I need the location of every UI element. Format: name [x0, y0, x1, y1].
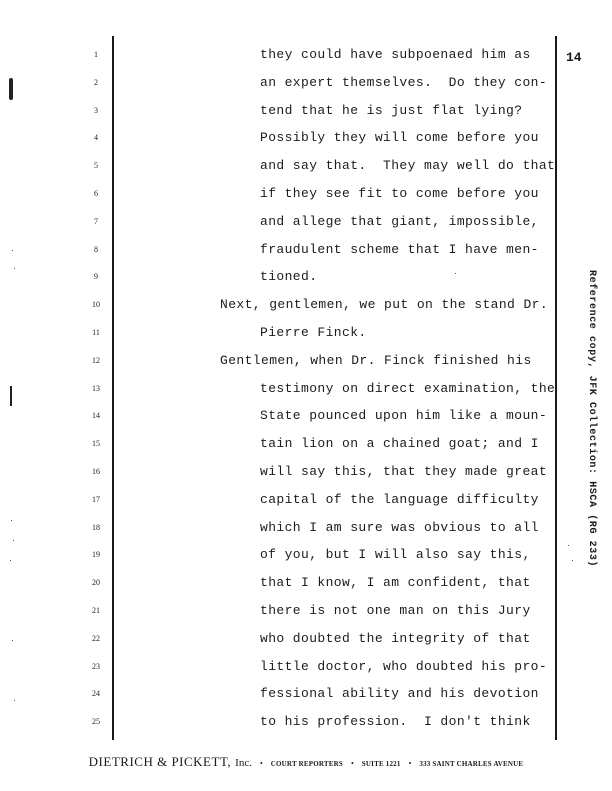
footer-inc: Inc. — [235, 757, 252, 769]
transcript-line: testimony on direct examination, the — [260, 380, 556, 396]
transcript-line: and allege that giant, impossible, — [260, 213, 539, 229]
line-number: 9 — [94, 272, 98, 282]
line-number: 22 — [92, 633, 100, 643]
footer-suite: SUITE 1221 — [361, 760, 401, 768]
scan-artifact — [9, 78, 13, 100]
footer-separator: • — [259, 759, 263, 768]
line-number: 6 — [94, 189, 98, 198]
transcript-line: Possibly they will come before you — [260, 130, 539, 146]
line-number: 17 — [92, 494, 100, 504]
scan-artifact — [572, 560, 573, 561]
reference-copy-note: Reference copy, JFK Collection: HSCA (RG 233) — [586, 270, 597, 568]
transcript-line: they could have subpoenaed him as — [260, 47, 531, 62]
line-number: 13 — [92, 383, 100, 393]
transcript-line: Gentlemen, when Dr. Finck finished his — [220, 352, 532, 368]
line-number: 1 — [94, 50, 98, 59]
footer-address: 333 SAINT CHARLES AVENUE — [419, 760, 524, 768]
scan-artifact — [10, 386, 12, 406]
footer-firm: DIETRICH & PICKETT, — [88, 754, 232, 769]
page-number: 14 — [566, 50, 582, 65]
transcript-line: to his profession. I don't think — [260, 714, 531, 730]
line-number: 5 — [94, 161, 98, 171]
line-number: 19 — [92, 550, 100, 560]
transcript-line: Next, gentlemen, we put on the stand Dr. — [220, 297, 549, 313]
line-number: 14 — [92, 411, 100, 421]
footer-separator: • — [350, 759, 354, 768]
line-number: 15 — [92, 439, 100, 449]
scan-artifact — [455, 273, 456, 274]
scan-artifact — [12, 640, 13, 641]
line-number: 10 — [92, 300, 100, 310]
transcript-line: which I am sure was obvious to all — [260, 519, 539, 535]
line-number: 11 — [92, 328, 100, 337]
transcript-line: tend that he is just flat lying? — [260, 102, 523, 118]
line-number: 24 — [92, 689, 100, 699]
line-number: 7 — [94, 216, 98, 226]
line-number: 20 — [92, 578, 100, 588]
scan-artifact — [14, 700, 15, 701]
line-number: 18 — [92, 522, 100, 532]
transcript-line: of you, but I will also say this, — [260, 547, 531, 563]
line-number: 8 — [94, 244, 98, 254]
right-margin-rule — [555, 36, 557, 740]
transcript-line: State pounced upon him like a moun- — [260, 408, 548, 424]
footer-separator: • — [408, 759, 412, 768]
transcript-line: little doctor, who doubted his pro- — [260, 658, 548, 674]
transcript-line: capital of the language difficulty — [260, 491, 539, 507]
transcript-line: fessional ability and his devotion — [260, 686, 539, 702]
line-number: 2 — [94, 77, 98, 87]
transcript-line: tain lion on a chained goat; and I — [260, 436, 539, 452]
line-number: 21 — [92, 606, 100, 615]
scan-artifact — [13, 540, 14, 541]
transcript-line: Pierre Finck. — [260, 325, 367, 340]
transcript-line: will say this, that they made great — [260, 464, 548, 479]
line-number: 25 — [92, 717, 100, 727]
transcript-line: an expert themselves. Do they con- — [260, 74, 548, 90]
transcript-line: fraudulent scheme that I have men- — [260, 241, 539, 257]
transcript-line: tioned. — [260, 269, 318, 285]
scan-artifact — [12, 250, 13, 251]
footer-court-reporters: COURT REPORTERS — [270, 760, 343, 768]
line-number: 16 — [92, 467, 100, 476]
transcript-line: there is not one man on this Jury — [260, 603, 531, 618]
line-number: 12 — [92, 355, 100, 365]
transcript-line: that I know, I am confident, that — [260, 575, 531, 591]
scan-artifact — [568, 545, 569, 546]
transcript-line: if they see fit to come before you — [260, 186, 539, 201]
scan-artifact — [14, 268, 15, 269]
court-reporter-footer — [0, 753, 612, 771]
line-number: 23 — [92, 661, 100, 671]
line-number: 4 — [94, 133, 98, 143]
left-margin-rule — [112, 36, 114, 740]
scan-artifact — [10, 560, 11, 561]
scan-artifact — [11, 520, 12, 521]
transcript-line: and say that. They may well do that — [260, 158, 556, 174]
transcript-line: who doubted the integrity of that — [260, 630, 531, 646]
line-number: 3 — [94, 105, 98, 115]
